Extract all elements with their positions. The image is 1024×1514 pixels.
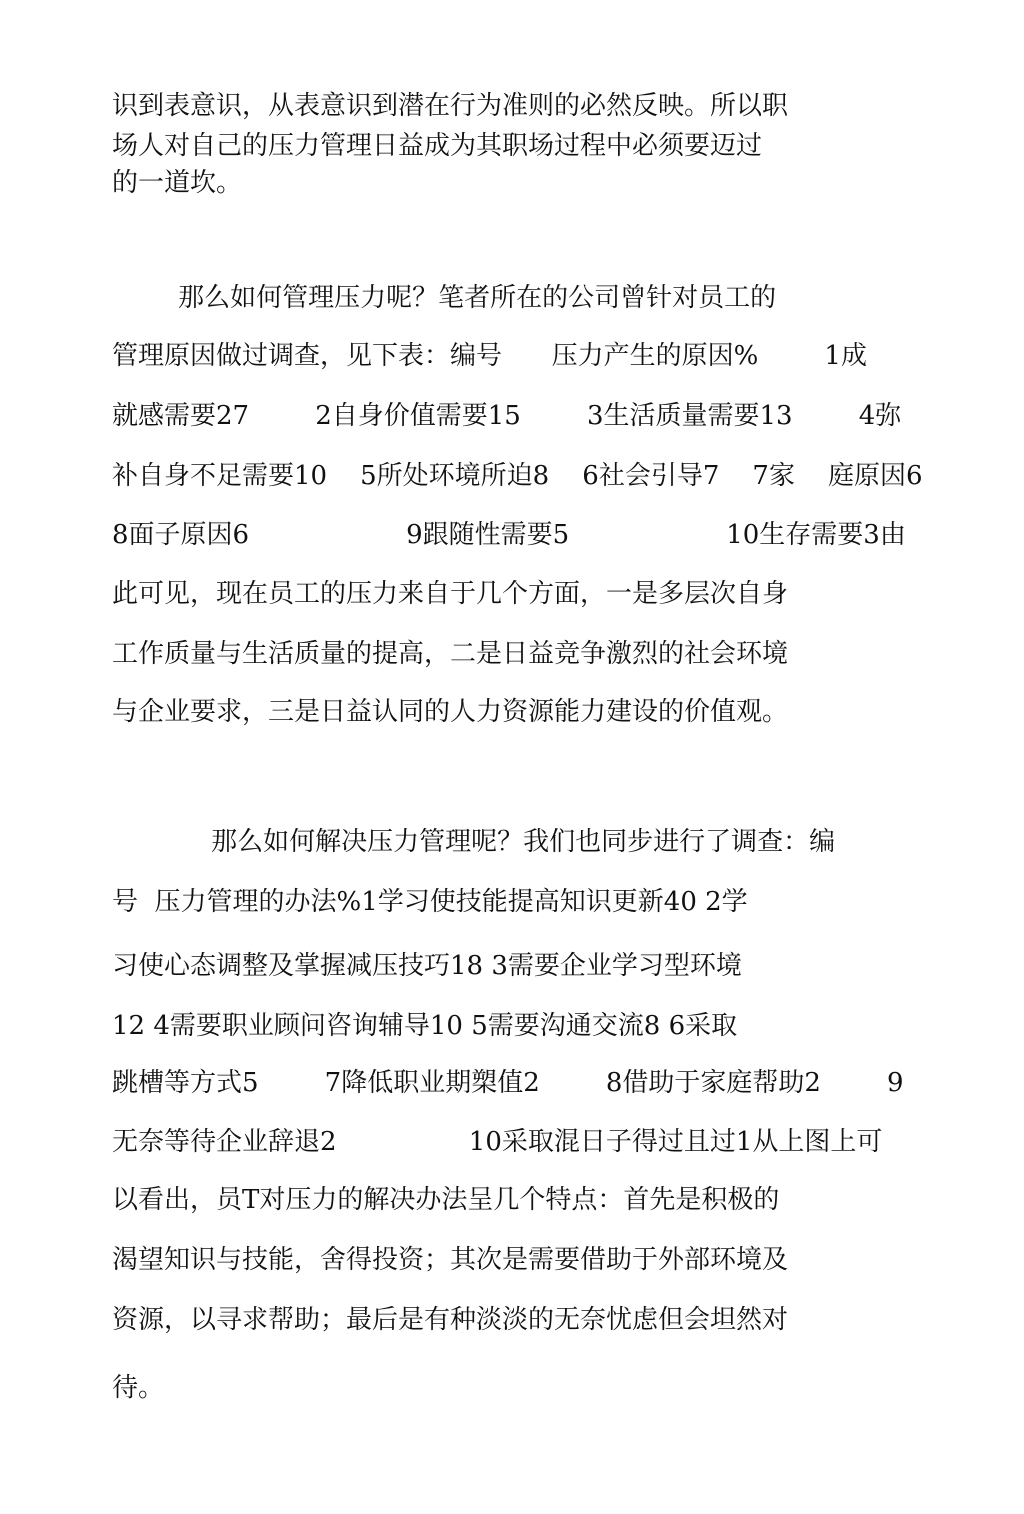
text-line-17: 无奈等待企业辞退2 10采取混日子得过且过1从上图上可 [112, 1127, 883, 1157]
text-line-21: 待。 [112, 1373, 165, 1403]
text-line-13: 号 压力管理的办法%1学习使技能提高知识更新40 2学 [112, 887, 748, 917]
text-line-7: 补自身不足需要10 5所处环境所迫8 6社会引导7 7家 庭原因6 [112, 461, 923, 491]
text-line-4: 那么如何管理压力呢？笔者所在的公司曾针对员工的 [112, 283, 777, 313]
text-line-10: 工作质量与生活质量的提高，二是日益竞争激烈的社会环境 [112, 639, 789, 669]
text-line-8: 8面子原因6 9跟随性需要5 10生存需要3由 [112, 520, 906, 550]
text-line-1: 识到表意识，从表意识到潜在行为准则的必然反映。所以职 [112, 91, 789, 121]
text-line-16: 跳槽等方式5 7降低职业期槊值2 8借助于家庭帮助2 9 [112, 1068, 904, 1098]
text-line-5: 管理原因做过调查，见下表：编号 压力产生的原因% 1成 [112, 341, 867, 371]
text-line-2: 场人对自己的压力管理日益成为其职场过程中必须要迈过 [112, 131, 763, 161]
text-line-3: 的一道坎。 [112, 168, 243, 198]
text-line-19: 渴望知识与技能，舍得投资；其次是需要借助于外部环境及 [112, 1245, 789, 1275]
text-line-11: 与企业要求，三是日益认同的人力资源能力建设的价值观。 [112, 697, 789, 727]
text-line-18: 以看出，员T对压力的解决办法呈几个特点：首先是积极的 [112, 1185, 780, 1215]
text-line-15: 12 4需要职业顾问咨询辅导10 5需要沟通交流8 6采取 [112, 1011, 738, 1041]
text-line-20: 资源，以寻求帮助；最后是有种淡淡的无奈忧虑但会坦然对 [112, 1305, 789, 1335]
text-line-9: 此可见，现在员工的压力来自于几个方面，一是多层次自身 [112, 579, 789, 609]
text-line-12: 那么如何解决压力管理呢？我们也同步进行了调查：编 [112, 827, 836, 857]
text-line-6: 就感需要27 2自身价值需要15 3生活质量需要13 4弥 [112, 401, 902, 431]
text-line-14: 习使心态调整及掌握减压技巧18 3需要企业学习型环境 [112, 951, 742, 981]
